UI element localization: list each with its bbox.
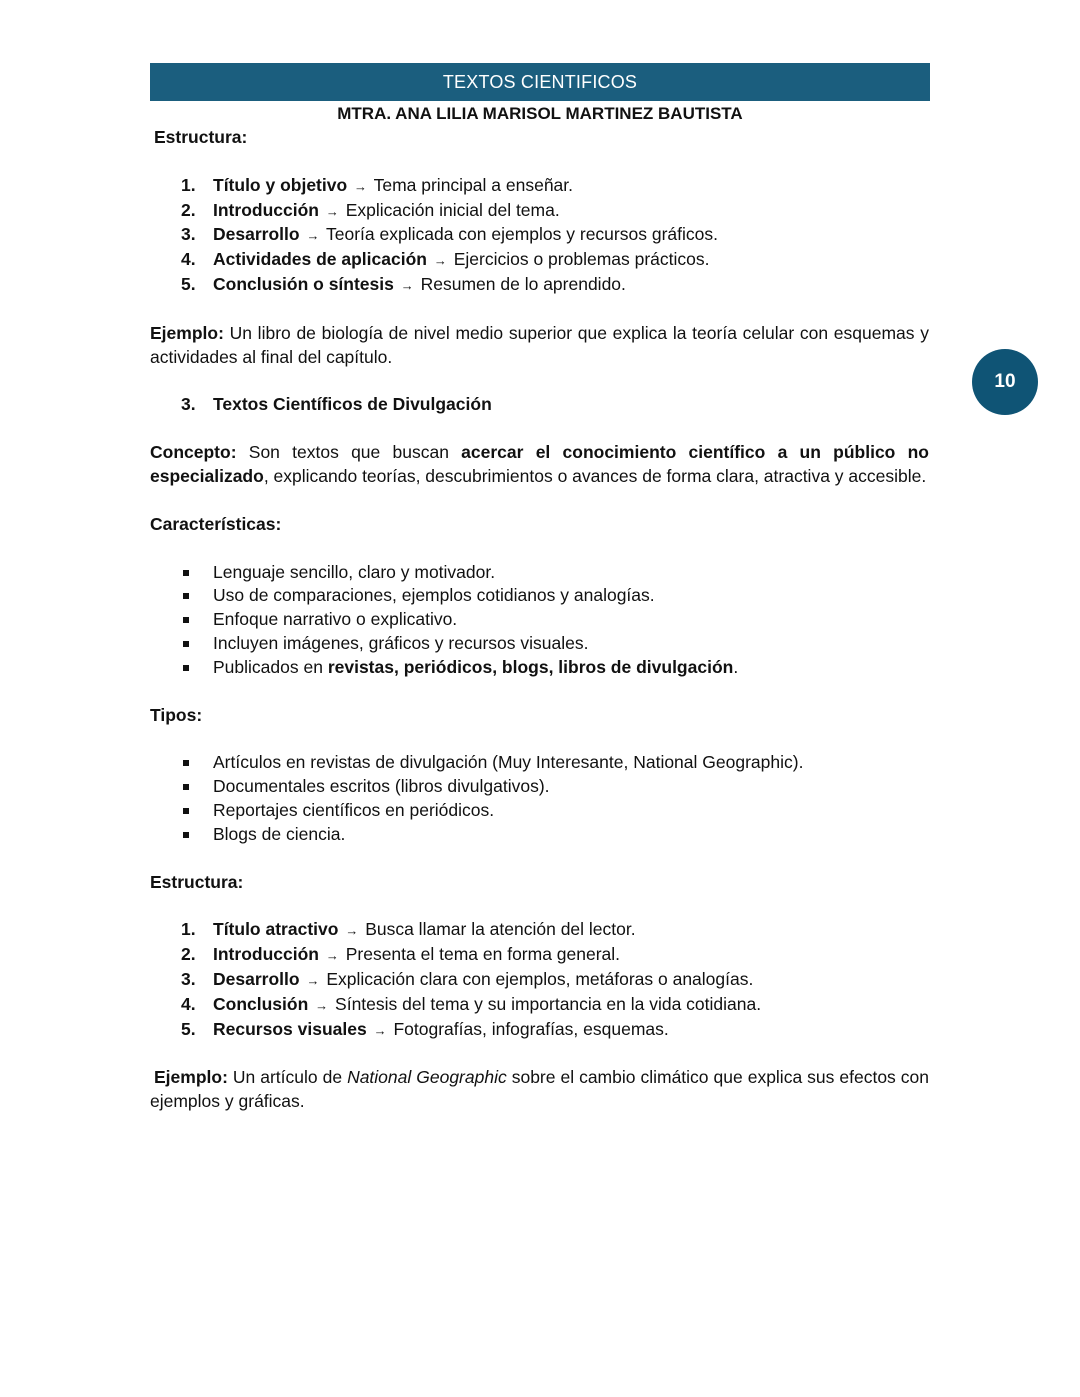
structure-term: Desarrollo (213, 968, 300, 989)
square-bullet-icon (183, 832, 189, 838)
example-label: Ejemplo: (154, 1067, 228, 1088)
arrow-right-icon: → (306, 972, 320, 988)
list-item: Incluyen imágenes, gráficos y recursos visuales. (150, 632, 929, 656)
structure-item: 2. Introducción → Explicación inicial del tema. (181, 199, 560, 220)
document-body (150, 126, 929, 1114)
example-label: Ejemplo: (150, 322, 224, 343)
square-bullet-icon (183, 641, 189, 647)
arrow-right-icon: → (400, 277, 414, 293)
structure-term: Conclusión (213, 993, 309, 1014)
section-title: Textos Científicos de Divulgación (213, 394, 492, 415)
arrow-right-icon: → (306, 228, 320, 244)
document-header-bar (150, 63, 930, 101)
page-number: 10 (994, 371, 1016, 392)
types-heading: Tipos: (150, 704, 203, 725)
structure-term: Conclusión o síntesis (213, 273, 394, 294)
structure-list (150, 918, 929, 1042)
arrow-right-icon: → (325, 948, 339, 964)
structure-heading: Estructura: (150, 871, 244, 892)
list-item: Blogs de ciencia. (150, 823, 929, 847)
list-item: Publicados en revistas, periódicos, blogs, libros de divulgación. (150, 656, 929, 680)
arrow-right-icon: → (373, 1022, 387, 1038)
concept-label: Concepto: (150, 442, 237, 463)
list-item: Documentales escritos (libros divulgativos). (150, 775, 929, 799)
structure-item: 5. Conclusión o síntesis → Resumen de lo aprendido. (181, 273, 626, 294)
structure-item: 2. Introducción → Presenta el tema en forma general. (181, 944, 621, 965)
square-bullet-icon (183, 617, 189, 623)
square-bullet-icon (183, 570, 189, 576)
arrow-right-icon: → (345, 923, 359, 939)
arrow-right-icon: → (315, 997, 329, 1013)
square-bullet-icon (183, 784, 189, 790)
author-name: MTRA. ANA LILIA MARISOL MARTINEZ BAUTISTA (337, 104, 743, 123)
structure-term: Actividades de aplicación (213, 249, 427, 270)
arrow-right-icon: → (433, 253, 447, 269)
list-item: Artículos en revistas de divulgación (Muy Interesante, National Geographic). (150, 751, 929, 775)
characteristics-list (150, 561, 929, 680)
list-item: Reportajes científicos en periódicos. (150, 799, 929, 823)
document-title: TEXTOS CIENTIFICOS (442, 72, 638, 92)
arrow-right-icon: → (354, 178, 368, 194)
list-item: Enfoque narrativo o explicativo. (150, 608, 929, 632)
structure-item: 1. Título atractivo → Busca llamar la atención del lector. (181, 919, 636, 940)
structure-item: 3. Desarrollo → Teoría explicada con ejemplos y recursos gráficos. (181, 224, 718, 245)
structure-term: Título atractivo (213, 919, 339, 940)
structure-item: 5. Recursos visuales → Fotografías, infografías, esquemas. (181, 1018, 669, 1039)
structure-item: 1. Título y objetivo → Tema principal a enseñar. (181, 174, 574, 195)
structure-term: Introducción (213, 199, 319, 220)
section-heading: 3. Textos Científicos de Divulgación (181, 394, 492, 415)
concept-paragraph: Concepto: Son textos que buscan acercar el conocimiento científico a un público no especializado, explicando teorías, descubrimientos o avances de forma clara, atractiva y accesible. (150, 442, 929, 486)
structure-term: Recursos visuales (213, 1018, 367, 1039)
structure-list (150, 174, 929, 298)
example-paragraph: Ejemplo: Un artículo de National Geographic sobre el cambio climático que explica sus efectos con ejemplos y gráficas. (150, 1067, 929, 1112)
structure-term: Título y objetivo (213, 174, 348, 195)
structure-term: Desarrollo (213, 224, 300, 245)
structure-term: Introducción (213, 944, 319, 965)
structure-item: 4. Conclusión → Síntesis del tema y su importancia en la vida cotidiana. (181, 993, 762, 1014)
list-item: Uso de comparaciones, ejemplos cotidianos y analogías. (150, 584, 929, 608)
list-item: Lenguaje sencillo, claro y motivador. (150, 561, 929, 585)
structure-heading: Estructura: (154, 127, 248, 147)
square-bullet-icon (183, 808, 189, 814)
types-list (150, 751, 929, 846)
arrow-right-icon: → (325, 203, 339, 219)
structure-item: 4. Actividades de aplicación → Ejercicios o problemas prácticos. (181, 249, 710, 270)
example-paragraph: Ejemplo: Un libro de biología de nivel medio superior que explica la teoría celular con esquemas y actividades al final del capítulo. (150, 322, 929, 367)
square-bullet-icon (183, 760, 189, 766)
square-bullet-icon (183, 665, 189, 671)
page-number-badge (972, 349, 1038, 415)
square-bullet-icon (183, 593, 189, 599)
structure-item: 3. Desarrollo → Explicación clara con ejemplos, metáforas o analogías. (181, 968, 754, 989)
characteristics-heading: Características: (150, 513, 282, 534)
